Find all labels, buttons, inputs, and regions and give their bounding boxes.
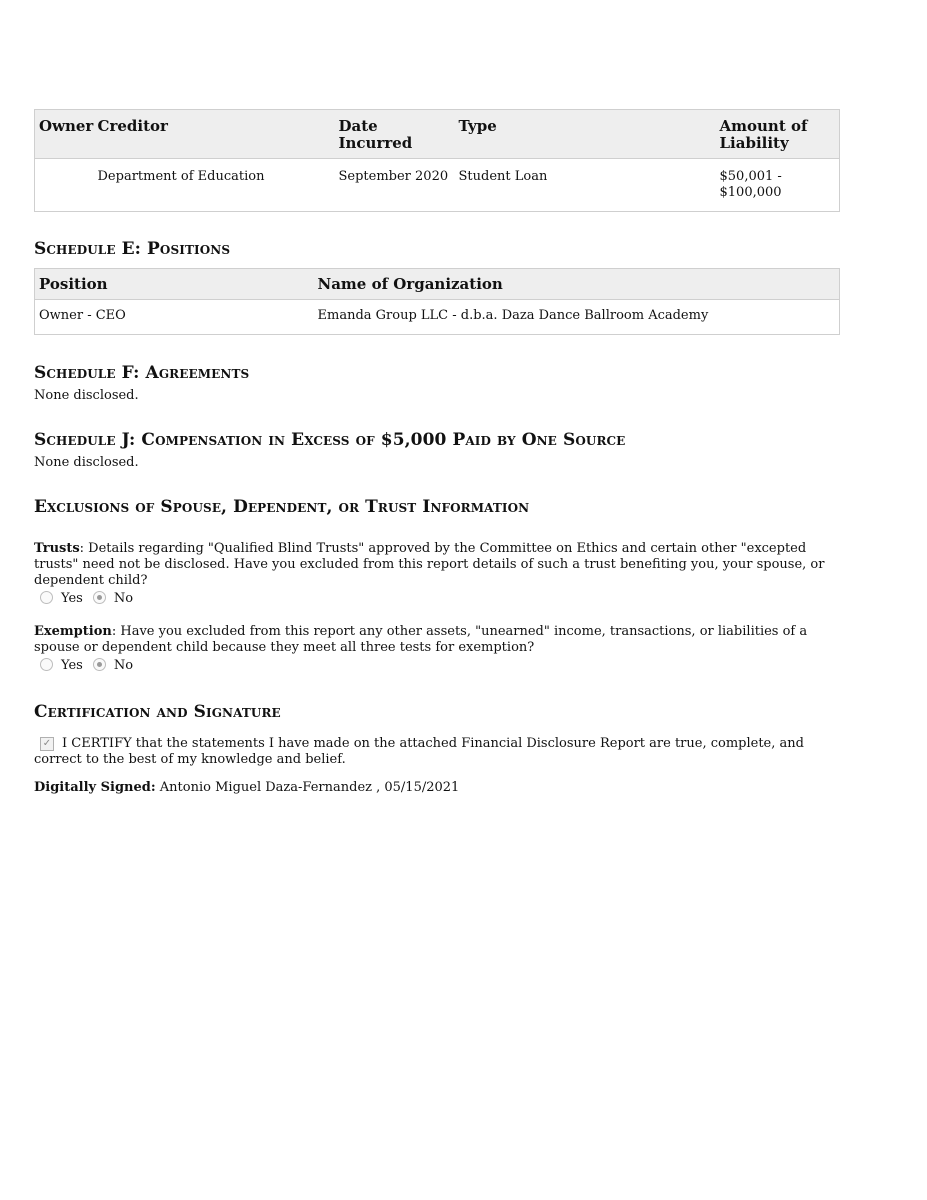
exemption-question bbox=[34, 624, 839, 674]
cell-position: Owner - CEO bbox=[39, 308, 126, 323]
certification-text: I CERTIFY that the statements I have made on the attached Financial Disclosure Report are true, complete, and correct to the best of my knowledge and belief. bbox=[34, 736, 804, 767]
table-header-row bbox=[35, 269, 840, 300]
liabilities-table bbox=[34, 109, 840, 212]
trusts-question bbox=[34, 541, 839, 607]
signed-value: Antonio Miguel Daza-Fernandez , 05/15/2021 bbox=[159, 780, 460, 795]
trusts-label: Trusts bbox=[34, 541, 80, 556]
exemption-no-label: No bbox=[113, 658, 134, 673]
digital-signature bbox=[34, 780, 839, 796]
exemption-radio-group bbox=[34, 658, 839, 674]
report-page bbox=[34, 109, 839, 796]
schedule-f-body: None disclosed. bbox=[34, 388, 139, 403]
col-creditor-header: Creditor bbox=[94, 110, 335, 159]
exemption-yes-radio[interactable] bbox=[40, 658, 53, 671]
cell-organization: Emanda Group LLC - d.b.a. Daza Dance Ballroom Academy bbox=[317, 308, 709, 323]
schedule-j-title: Schedule J: Compensation in Excess of $5,000 Paid by One Source bbox=[34, 430, 626, 450]
exemption-label: Exemption bbox=[34, 624, 112, 639]
col-amount-header: Amount of Liability bbox=[716, 110, 840, 159]
trusts-yes-label: Yes bbox=[61, 591, 83, 606]
schedule-f-title: Schedule F: Agreements bbox=[34, 363, 250, 383]
table-row bbox=[35, 159, 840, 212]
col-date-incurred-header: Date Incurred bbox=[335, 110, 455, 159]
col-type-header: Type bbox=[455, 110, 716, 159]
trusts-radio-group bbox=[34, 591, 839, 607]
col-position-header: Position bbox=[35, 269, 314, 300]
schedule-e-title: Schedule E: Positions bbox=[34, 239, 231, 259]
exemption-no-radio[interactable] bbox=[93, 658, 106, 671]
exemption-text: : Have you excluded from this report any other assets, "unearned" income, transactions, or liabilities of a spouse or dependent child because they meet all three tests for exemption? bbox=[34, 624, 808, 655]
certification-statement bbox=[34, 736, 839, 768]
trusts-no-radio[interactable] bbox=[93, 591, 106, 604]
table-row bbox=[35, 300, 840, 335]
exclusions-title: Exclusions of Spouse, Dependent, or Trust Information bbox=[34, 497, 530, 517]
schedule-j-body: None disclosed. bbox=[34, 455, 139, 470]
trusts-text: : Details regarding "Qualified Blind Trusts" approved by the Committee on Ethics and certain other "excepted trusts" need not be disclosed. Have you excluded from this report details of such a trust benefiting you, your spouse, or dependent child? bbox=[34, 541, 825, 588]
cell-owner bbox=[35, 159, 94, 212]
cell-date-incurred: September 2020 bbox=[338, 169, 449, 184]
cell-creditor: Department of Education bbox=[97, 169, 265, 184]
cell-amount: $50,001 - $100,000 bbox=[719, 169, 782, 200]
col-owner-header: Owner bbox=[35, 110, 94, 159]
col-organization-header: Name of Organization bbox=[314, 269, 840, 300]
trusts-yes-radio[interactable] bbox=[40, 591, 53, 604]
signed-label: Digitally Signed: bbox=[34, 780, 156, 795]
table-header-row bbox=[35, 110, 840, 159]
trusts-no-label: No bbox=[113, 591, 134, 606]
certify-checkbox[interactable]: ✓ bbox=[40, 737, 54, 751]
certification-title: Certification and Signature bbox=[34, 702, 281, 722]
positions-table bbox=[34, 268, 840, 335]
cell-type: Student Loan bbox=[458, 169, 548, 184]
exemption-yes-label: Yes bbox=[61, 658, 83, 673]
